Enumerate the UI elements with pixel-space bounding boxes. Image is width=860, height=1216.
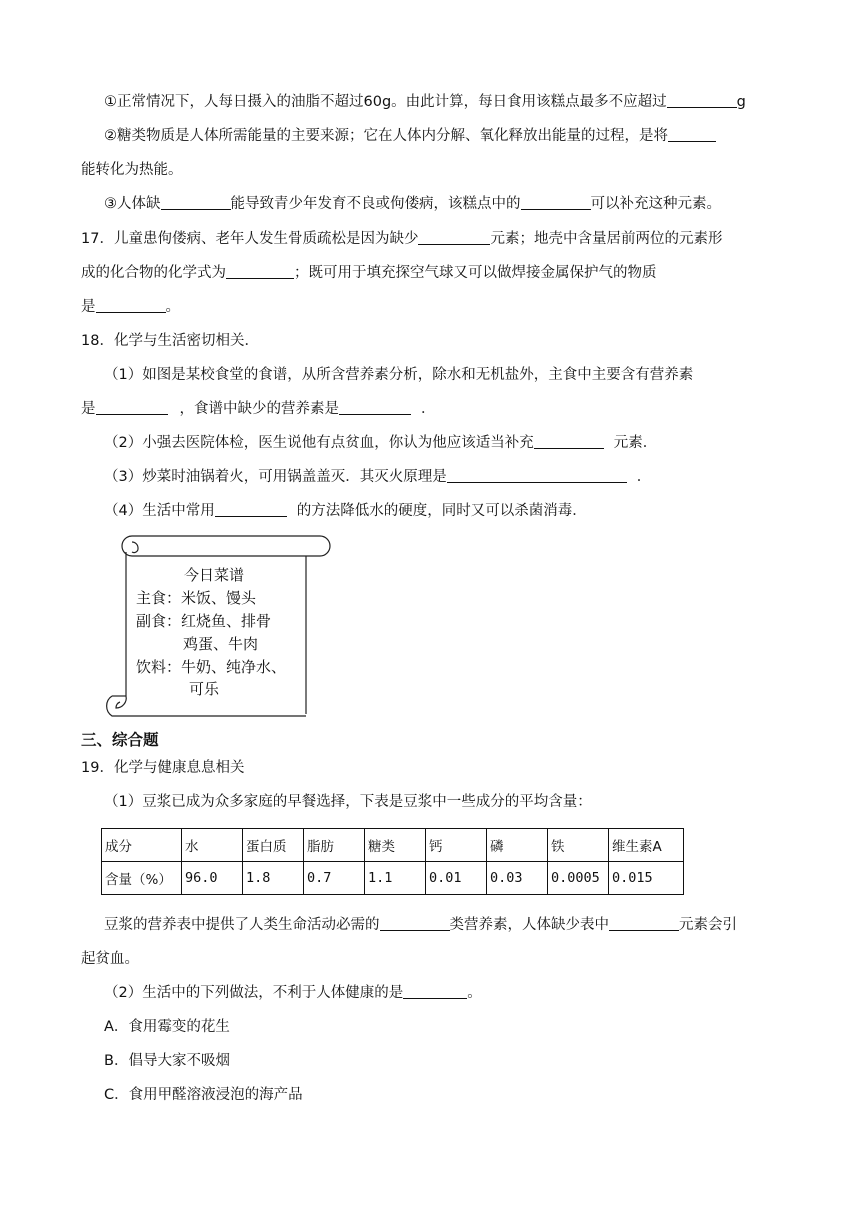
q16-text: ②糖类物质是人体所需能量的主要来源；它在人体内分解、氧化释放出能量的过程，是将 xyxy=(104,128,668,144)
option-a[interactable]: A．食用霉变的花生 xyxy=(104,1019,230,1035)
option-b[interactable]: B．倡导大家不吸烟 xyxy=(104,1053,230,1069)
q16-line3 xyxy=(81,160,183,180)
q18-text: ． xyxy=(421,401,436,417)
table-cell: 0.015 xyxy=(609,862,684,895)
q19-text: 元素会引 xyxy=(679,917,737,933)
table-cell: 0.0005 xyxy=(548,862,609,895)
q17-text: 成的化合物的化学式为 xyxy=(81,265,226,281)
table-header-cell: 水 xyxy=(182,829,243,862)
q18-title xyxy=(81,331,259,351)
q18-text: （1）如图是某校食堂的食谱，从所含营养素分析，除水和无机盐外，主食中主要含有营养素 xyxy=(104,367,694,383)
answer-blank[interactable] xyxy=(226,263,294,279)
answer-blank[interactable] xyxy=(380,915,450,931)
answer-blank[interactable] xyxy=(668,126,716,142)
menu-side1: 副食：红烧鱼、排骨 xyxy=(136,612,272,630)
q18-text: 元素． xyxy=(613,435,658,451)
table-cell: 0.03 xyxy=(487,862,548,895)
q16-line4 xyxy=(104,194,721,214)
q17-line2 xyxy=(81,263,657,283)
q18-text: 的方法降低水的硬度，同时又可以杀菌消毒． xyxy=(296,503,587,519)
table-header-cell: 脂肪 xyxy=(304,829,365,862)
q18-part1b xyxy=(81,399,436,419)
answer-blank[interactable] xyxy=(215,501,287,517)
q18-text: （2）小强去医院体检，医生说他有点贫血，你认为他应该适当补充 xyxy=(104,435,534,451)
table-cell: 0.01 xyxy=(426,862,487,895)
q17-text: 是 xyxy=(81,299,96,315)
answer-blank[interactable] xyxy=(534,433,604,449)
table-cell: 1.1 xyxy=(365,862,426,895)
q18-part2 xyxy=(104,433,657,453)
table-header-cell: 磷 xyxy=(487,829,548,862)
menu-side2: 鸡蛋、牛肉 xyxy=(183,635,259,653)
q19-text: 。 xyxy=(467,985,482,1001)
q16-line2 xyxy=(104,126,716,146)
answer-blank[interactable] xyxy=(96,297,166,313)
table-row xyxy=(102,829,684,862)
menu-staple: 主食：米饭、馒头 xyxy=(136,589,257,607)
q18-text: ． xyxy=(636,469,652,485)
q19-after-table-2: 起贫血。 xyxy=(81,951,139,967)
answer-blank[interactable] xyxy=(418,229,490,245)
q19-after-table xyxy=(104,915,737,935)
q18-part4 xyxy=(104,501,587,521)
answer-blank[interactable] xyxy=(161,194,231,210)
q16-text: 可以补充这种元素。 xyxy=(590,196,721,212)
q17-line1 xyxy=(81,229,722,249)
q19-part1: （1）豆浆已成为众多家庭的早餐选择，下表是豆浆中一些成分的平均含量： xyxy=(104,794,592,810)
q19-part2 xyxy=(104,983,482,1003)
q16-line1 xyxy=(104,92,746,112)
q18-part1 xyxy=(104,365,693,385)
answer-blank[interactable] xyxy=(447,467,627,483)
q16-text: ③人体缺 xyxy=(104,196,161,212)
q19-text: 类营养素，人体缺少表中 xyxy=(449,917,609,933)
q18-text: ，食谱中缺少的营养素是 xyxy=(179,401,339,417)
table-cell: 0.7 xyxy=(304,862,365,895)
q16-text: 能导致青少年发育不良或佝偻病，该糕点中的 xyxy=(230,196,521,212)
q17-text: 元素；地壳中含量居前两位的元素形 xyxy=(490,231,723,247)
table-cell: 96.0 xyxy=(182,862,243,895)
q19-text: 豆浆的营养表中提供了人类生命活动必需的 xyxy=(104,917,380,933)
table-header-cell: 成分 xyxy=(102,829,182,862)
table-cell: 含量（%） xyxy=(102,862,182,895)
q18-text: 是 xyxy=(81,401,96,417)
menu-drink2: 可乐 xyxy=(189,680,220,698)
table-header-cell: 糖类 xyxy=(365,829,426,862)
q17-text: 。 xyxy=(165,299,180,315)
q16-text: ①正常情况下，人每日摄入的油脂不超过60g。由此计算，每日食用该糕点最多不应超过 xyxy=(104,94,667,110)
q18-text: 18．化学与生活密切相关． xyxy=(81,333,259,349)
answer-blank[interactable] xyxy=(403,983,467,999)
answer-blank[interactable] xyxy=(96,399,168,415)
q17-text: 17．儿童患佝偻病、老年人发生骨质疏松是因为缺少 xyxy=(81,231,419,247)
q17-line3 xyxy=(81,297,180,317)
answer-blank[interactable] xyxy=(339,399,411,415)
q19-text: （2）生活中的下列做法，不利于人体健康的是 xyxy=(104,985,404,1001)
q18-text: （3）炒菜时油锅着火，可用锅盖盖灭．其灭火原理是 xyxy=(104,469,447,485)
option-c[interactable]: C．食用甲醛溶液浸泡的海产品 xyxy=(104,1087,303,1103)
table-header-cell: 钙 xyxy=(426,829,487,862)
table-cell: 1.8 xyxy=(243,862,304,895)
menu-title: 今日菜谱 xyxy=(184,566,245,584)
q17-text: ；既可用于填充探空气球又可以做焊接金属保护气的物质 xyxy=(294,265,657,281)
table-row xyxy=(102,862,684,895)
answer-blank[interactable] xyxy=(609,915,679,931)
menu-drink1: 饮料：牛奶、纯净水、 xyxy=(136,658,287,676)
table-header-cell: 铁 xyxy=(548,829,609,862)
nutrition-table xyxy=(101,828,684,895)
answer-blank[interactable] xyxy=(667,92,737,108)
answer-blank[interactable] xyxy=(521,194,591,210)
q19-title: 19．化学与健康息息相关 xyxy=(81,760,245,776)
q18-text: （4）生活中常用 xyxy=(104,503,215,519)
table-header-cell: 维生素A xyxy=(609,829,684,862)
q16-text: g xyxy=(736,94,746,110)
q18-part3 xyxy=(104,467,651,487)
table-header-cell: 蛋白质 xyxy=(243,829,304,862)
section-heading: 三、综合题 xyxy=(81,731,159,749)
q16-text: 能转化为热能。 xyxy=(81,162,183,178)
